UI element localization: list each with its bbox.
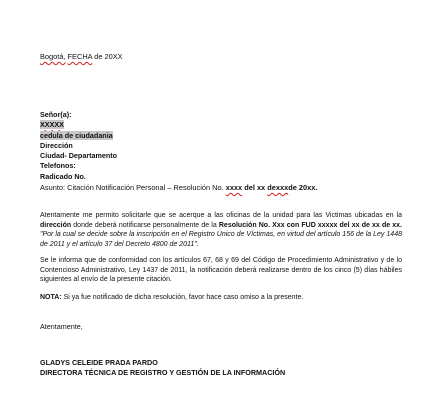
- para1-period: .: [196, 240, 199, 248]
- subject-dexxx: dexxx: [267, 183, 289, 192]
- addressee-name: XXXXX: [40, 120, 64, 130]
- para1-text-c: donde deberá notificarse personalmente de la: [73, 221, 217, 229]
- subject-xxxx: xxxx: [225, 183, 243, 192]
- paragraph-request: [40, 211, 402, 249]
- para1-text-a: Atentamente me permito solicitarle que se acerque a las oficinas de la unidad para las Victimas ubicadas en la: [40, 212, 402, 219]
- paragraph-note: [40, 293, 402, 303]
- addressee-id: cedula de ciudadania: [40, 130, 113, 140]
- addressee-phones: Telefonos:: [40, 161, 76, 171]
- subject-prefix: Asunto: Citación Notificación Personal – Resolución No.: [40, 183, 224, 192]
- subject-del: del xx: [244, 183, 266, 192]
- paragraph-legal: Se le informa que de conformidad con los artículos 67, 68 y 69 del Código de Procedimiento Administrativo y de lo Contencioso Administrativo, Ley 1437 de 2011, la notificación deberá realizarse dentro de los cinco (5) días hábiles siguientes al envío de la presente citación.: [40, 257, 402, 284]
- addressee-radicado: Radicado No.: [40, 171, 86, 181]
- addressee-address: Dirección: [40, 140, 73, 150]
- date-line: [40, 52, 123, 62]
- salutation: Señor(a):: [40, 110, 72, 119]
- date-fecha: FECHA: [67, 52, 93, 61]
- date-year: de 20XX: [92, 52, 123, 61]
- para1-quote: "Por la cual se decide sobre la inscripción en el Registro Único de Víctimas, en virtud del artículo 156 de la Ley 1448 de 2011 y el artículo 37 del Decreto 4800 de 2011": [40, 231, 402, 248]
- date-city: Bogotá,: [40, 52, 66, 61]
- addressee-city: Ciudad- Departamento: [40, 151, 118, 161]
- subject-year: de 20xx.: [288, 183, 318, 192]
- note-text: Si ya fue notificado de dicha resolución, favor hace caso omiso a la presente.: [61, 294, 304, 301]
- subject-line: [40, 183, 317, 193]
- para1-address-word: dirección: [40, 221, 72, 229]
- signature-name: GLADYS CELEIDE PRADA PARDO: [40, 358, 158, 367]
- signature-title: DIRECTORA TÉCNICA DE REGISTRO Y GESTIÓN DE LA INFORMACIÓN: [40, 368, 286, 377]
- addressee-block: [40, 110, 117, 182]
- signature-block: [40, 358, 285, 378]
- closing: Atentamente,: [40, 322, 83, 331]
- note-label: NOTA:: [40, 294, 62, 301]
- para1-resolution: Resolución No. Xxx con FUD xxxxx del xx de xx de xx.: [218, 221, 402, 229]
